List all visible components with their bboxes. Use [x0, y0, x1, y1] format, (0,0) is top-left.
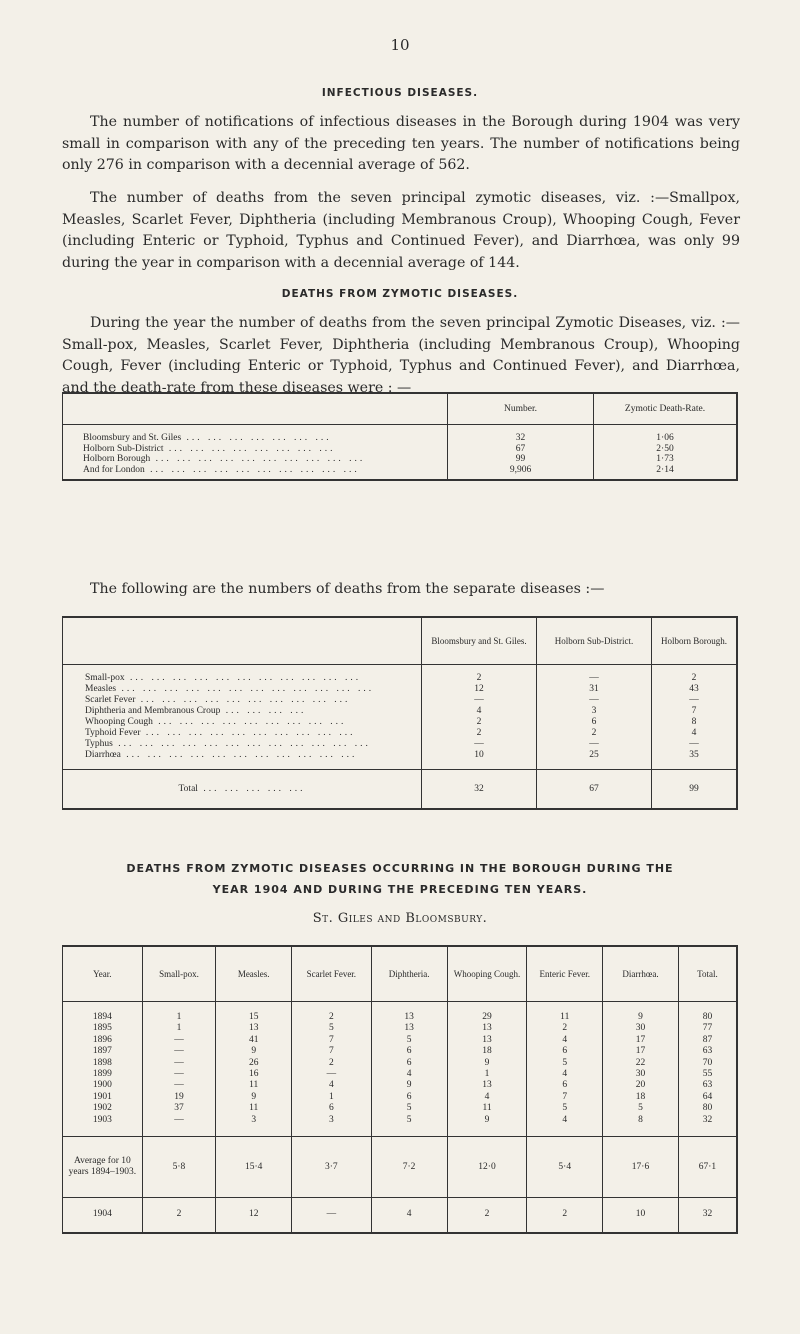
value-cell: 1 [292, 1092, 371, 1103]
table-row [63, 454, 738, 465]
value-cell: 3 [216, 1115, 292, 1137]
number-cell: 32 [448, 425, 594, 444]
holborn-sub-cell: 6 [537, 717, 652, 728]
holborn-borough-cell: 43 [689, 684, 699, 694]
value-cell: 10 [603, 1198, 679, 1234]
value-cell: 87 [702, 1034, 713, 1045]
year-cell: Average for 10 years 1894–1903. [63, 1137, 143, 1198]
table-row [63, 465, 738, 481]
disease-label-text: Small-pox [85, 673, 125, 683]
value-cell: 15 [216, 1002, 292, 1024]
disease-label-text: Whooping Cough [85, 717, 153, 727]
leader-dots: ... ... ... ... ... ... ... ... ... ... ... [124, 673, 362, 683]
leader-dots: ... ... ... ... ... ... ... ... ... ... [144, 464, 360, 475]
value-cell: 80 [702, 1103, 713, 1114]
value-cell: 6 [371, 1092, 447, 1103]
row-label [63, 444, 448, 455]
value-cell: 9 [216, 1092, 292, 1103]
total-label-text: Total [178, 783, 198, 794]
value-cell: 63 [702, 1046, 713, 1057]
table-row [63, 684, 738, 695]
leader-dots: ... ... ... ... ... ... ... ... ... ... ... ... [112, 739, 371, 749]
holborn-sub-cell: 25 [537, 750, 652, 770]
number-cell: 9,906 [448, 465, 594, 481]
total-holborn-borough: 99 [652, 770, 738, 810]
year-cell: 1898 [63, 1058, 143, 1069]
paragraph-death-rate [62, 313, 740, 399]
holborn-borough-cell: 8 [691, 717, 697, 727]
value-cell: 7 [292, 1035, 371, 1046]
year-cell: 1894 [63, 1002, 143, 1024]
year-cell: 1903 [63, 1115, 143, 1137]
rate-cell: 2·50 [656, 443, 674, 454]
value-cell: 5 [371, 1035, 447, 1046]
value-cell: 30 [603, 1023, 679, 1034]
leader-dots: ... ... ... ... ... ... ... ... ... ... ... ... [116, 684, 375, 694]
table-header-cell: Holborn Sub-District. [537, 617, 652, 665]
value-cell: 5 [603, 1103, 679, 1114]
disease-label [63, 695, 422, 706]
table-row [63, 665, 738, 685]
holborn-sub-cell: 2 [537, 728, 652, 739]
value-cell: 2 [527, 1023, 603, 1034]
paragraph-notifications-text: The number of notifications of infectious diseases in the Borough during 1904 was very small in comparison with any of the preceding ten years. The number of notifications being only 276 in comparison with a decennial average of 562. [62, 114, 740, 173]
table-row [63, 1058, 738, 1069]
disease-label-text: Typhoid Fever [85, 728, 141, 738]
value-cell: 1 [142, 1002, 216, 1024]
value-cell: 17·6 [603, 1137, 679, 1198]
value-cell: — [142, 1115, 216, 1137]
table-header-cell: Zymotic Death-Rate. [594, 393, 738, 425]
separate-diseases-table [62, 616, 738, 810]
current-year-row [63, 1198, 738, 1234]
value-cell: — [292, 1069, 371, 1080]
leader-dots: ... ... ... ... [220, 706, 307, 716]
value-cell: 12 [216, 1198, 292, 1234]
heading-infectious-diseases: INFECTIOUS DISEASES. [321, 87, 479, 99]
value-cell: 16 [216, 1069, 292, 1080]
holborn-borough-cell: 2 [691, 673, 697, 683]
holborn-borough-cell: 35 [689, 750, 699, 760]
value-cell: 29 [447, 1002, 527, 1024]
value-cell: 4 [371, 1069, 447, 1080]
value-cell: 67·1 [678, 1137, 737, 1198]
table-header-cell [63, 393, 448, 425]
bloomsbury-cell: 2 [422, 728, 537, 739]
table-header-cell: Whooping Cough. [447, 946, 527, 1002]
value-cell: 7·2 [371, 1137, 447, 1198]
value-cell: 5·4 [527, 1137, 603, 1198]
leader-dots: ... ... ... ... ... ... ... ... ... ... ... [120, 750, 358, 760]
value-cell: 5 [371, 1103, 447, 1114]
table-header-cell: Bloomsbury and St. Giles. [422, 617, 537, 665]
table-header-cell [63, 617, 422, 665]
value-cell: 41 [216, 1035, 292, 1046]
rate-cell: 2·14 [656, 464, 674, 475]
table-row [63, 706, 738, 717]
disease-label-text: Typhus [85, 739, 113, 749]
bloomsbury-cell: 12 [422, 684, 537, 695]
value-cell: 64 [702, 1091, 713, 1102]
year-cell: 1895 [63, 1023, 143, 1034]
row-label-text: Holborn Borough [83, 454, 151, 464]
paragraph-separate-diseases [62, 581, 604, 597]
value-cell: 11 [527, 1002, 603, 1024]
value-cell: 20 [603, 1080, 679, 1091]
value-cell: 5 [292, 1023, 371, 1034]
value-cell: 9 [371, 1080, 447, 1091]
value-cell: 12·0 [447, 1137, 527, 1198]
holborn-sub-cell: — [537, 695, 652, 706]
value-cell: 11 [216, 1080, 292, 1091]
value-cell: 19 [142, 1092, 216, 1103]
value-cell: 77 [702, 1023, 713, 1034]
value-cell: 8 [603, 1115, 679, 1137]
value-cell: 2 [447, 1198, 527, 1234]
value-cell: — [292, 1198, 371, 1234]
value-cell: 55 [702, 1069, 713, 1080]
value-cell: 63 [702, 1080, 713, 1091]
value-cell: — [142, 1058, 216, 1069]
table-row [63, 1115, 738, 1137]
value-cell: 5 [527, 1058, 603, 1069]
leader-dots: ... ... ... ... ... [197, 783, 306, 794]
value-cell: 17 [603, 1035, 679, 1046]
value-cell: 9 [447, 1058, 527, 1069]
table-row [63, 717, 738, 728]
value-cell: 2 [292, 1002, 371, 1024]
value-cell: 4 [292, 1080, 371, 1091]
value-cell: 6 [371, 1058, 447, 1069]
disease-label [63, 717, 422, 728]
death-rate-table [62, 392, 738, 481]
year-cell: 1904 [63, 1198, 143, 1234]
row-label-text: And for London [83, 464, 145, 475]
value-cell: 11 [216, 1103, 292, 1114]
leader-dots: ... ... ... ... ... ... ... [181, 433, 332, 443]
paragraph-notifications [62, 112, 740, 177]
table-row [63, 739, 738, 750]
value-cell: 3·7 [292, 1137, 371, 1198]
value-cell: 1 [142, 1023, 216, 1034]
table-header-cell: Year. [63, 946, 143, 1002]
value-cell: 13 [447, 1023, 527, 1034]
total-row [63, 770, 738, 810]
table-row [63, 425, 738, 444]
value-cell: 6 [527, 1080, 603, 1091]
holborn-borough-cell: 7 [691, 706, 697, 716]
table-row [63, 1080, 738, 1091]
table-row [63, 1035, 738, 1046]
table-header-row [63, 617, 738, 665]
row-label-text: Holborn Sub-District [83, 443, 164, 454]
value-cell: 4 [447, 1092, 527, 1103]
bloomsbury-cell: 2 [422, 665, 537, 685]
value-cell: 13 [371, 1002, 447, 1024]
table-header-cell: Small-pox. [142, 946, 216, 1002]
table-row [63, 1069, 738, 1080]
row-label-text: Bloomsbury and St. Giles [83, 433, 182, 443]
year-cell: 1897 [63, 1046, 143, 1057]
total-holborn-sub: 67 [537, 770, 652, 810]
bloomsbury-cell: 4 [422, 706, 537, 717]
paragraph-separate-diseases-text: The following are the numbers of deaths from the separate diseases :— [90, 581, 605, 597]
holborn-sub-cell: — [537, 665, 652, 685]
table-header-cell: Total. [678, 946, 737, 1002]
value-cell: — [142, 1046, 216, 1057]
leader-dots: ... ... ... ... ... ... ... ... ... ... [140, 728, 356, 738]
number-cell: 99 [448, 454, 594, 465]
leader-dots: ... ... ... ... ... ... ... ... ... [152, 717, 347, 727]
disease-label-text: Measles [85, 684, 117, 694]
value-cell: 9 [216, 1046, 292, 1057]
value-cell: 37 [142, 1103, 216, 1114]
table-header-cell: Scarlet Fever. [292, 946, 371, 1002]
heading-ten-years-line1: DEATHS FROM ZYMOTIC DISEASES OCCURRING IN THE BOROUGH DURING THE [126, 862, 674, 875]
value-cell: 17 [603, 1046, 679, 1057]
value-cell: 1 [447, 1069, 527, 1080]
disease-label [63, 684, 422, 695]
bloomsbury-cell: 10 [422, 750, 537, 770]
ten-year-table [62, 945, 738, 1234]
value-cell: 5·8 [142, 1137, 216, 1198]
value-cell: 4 [527, 1115, 603, 1137]
value-cell: 13 [447, 1035, 527, 1046]
holborn-borough-cell: 4 [691, 728, 697, 738]
table-row [63, 695, 738, 706]
value-cell: 7 [292, 1046, 371, 1057]
year-cell: 1899 [63, 1069, 143, 1080]
total-label [63, 770, 422, 810]
table-header-cell: Enteric Fever. [527, 946, 603, 1002]
table-header-row [63, 393, 738, 425]
value-cell: 2 [142, 1198, 216, 1234]
table-row [63, 1023, 738, 1034]
value-cell: 6 [292, 1103, 371, 1114]
value-cell: 26 [216, 1058, 292, 1069]
leader-dots: ... ... ... ... ... ... ... ... ... ... [135, 695, 351, 705]
value-cell: — [142, 1035, 216, 1046]
disease-label [63, 728, 422, 739]
table-header-cell: Number. [448, 393, 594, 425]
disease-label [63, 706, 422, 717]
value-cell: 4 [371, 1198, 447, 1234]
row-label [63, 425, 448, 444]
bloomsbury-cell: 2 [422, 717, 537, 728]
value-cell: 5 [527, 1103, 603, 1114]
page-number: 10 [390, 36, 410, 54]
value-cell: 32 [678, 1198, 737, 1234]
paragraph-zymotic-deaths-text: The number of deaths from the seven principal zymotic diseases, viz. :—Smallpox, Measles, Scarlet Fever, Diphtheria (including Membranous Croup), Whooping Cough, Fever (including Enteric or Typhoid, Typhus and Continued Fever), and Diarrhœa, was only 99 during the year in comparison with a decennial average of 144. [62, 190, 740, 271]
value-cell: 2 [292, 1058, 371, 1069]
holborn-sub-cell: — [537, 739, 652, 750]
value-cell: 70 [702, 1057, 713, 1068]
paragraph-zymotic-deaths [62, 188, 740, 274]
value-cell: 11 [447, 1103, 527, 1114]
table-row [63, 1092, 738, 1103]
value-cell: — [142, 1080, 216, 1091]
year-cell: 1902 [63, 1103, 143, 1114]
value-cell: — [142, 1069, 216, 1080]
total-bloomsbury: 32 [422, 770, 537, 810]
value-cell: 3 [292, 1115, 371, 1137]
value-cell: 6 [371, 1046, 447, 1057]
leader-dots: ... ... ... ... ... ... ... ... [163, 443, 336, 454]
table-row [63, 1002, 738, 1024]
value-cell: 32 [702, 1114, 713, 1125]
table-row [63, 444, 738, 455]
heading-ten-years-line2: YEAR 1904 AND DURING THE PRECEDING TEN YEARS. [212, 883, 588, 896]
value-cell: 13 [216, 1023, 292, 1034]
disease-label-text: Scarlet Fever [85, 695, 136, 705]
year-cell: 1901 [63, 1092, 143, 1103]
table-row [63, 1103, 738, 1114]
average-row [63, 1137, 738, 1198]
disease-label-text: Diphtheria and Membranous Croup [85, 706, 221, 716]
value-cell: 13 [447, 1080, 527, 1091]
bloomsbury-cell: — [422, 695, 537, 706]
heading-deaths-zymotic: DEATHS FROM ZYMOTIC DISEASES. [281, 288, 519, 300]
table-row [63, 750, 738, 770]
holborn-borough-cell: — [689, 695, 699, 705]
subheading-st-giles: St. Giles and Bloomsbury. [312, 911, 488, 926]
value-cell: 22 [603, 1058, 679, 1069]
disease-label-text: Diarrhœa [85, 750, 121, 760]
value-cell: 9 [447, 1115, 527, 1137]
table-row [63, 728, 738, 739]
rate-cell: 1·73 [656, 454, 674, 464]
row-label [63, 465, 448, 481]
value-cell: 4 [527, 1069, 603, 1080]
value-cell: 15·4 [216, 1137, 292, 1198]
table-header-row [63, 946, 738, 1002]
holborn-sub-cell: 3 [537, 706, 652, 717]
value-cell: 9 [603, 1002, 679, 1024]
holborn-borough-cell: — [689, 739, 699, 749]
value-cell: 6 [527, 1046, 603, 1057]
row-label [63, 454, 448, 465]
disease-label [63, 665, 422, 685]
holborn-sub-cell: 31 [537, 684, 652, 695]
rate-cell: 1·06 [656, 433, 674, 443]
value-cell: 5 [371, 1115, 447, 1137]
leader-dots: ... ... ... ... ... ... ... ... ... ... [150, 454, 366, 464]
table-header-cell: Diphtheria. [371, 946, 447, 1002]
number-cell: 67 [448, 444, 594, 455]
value-cell: 7 [527, 1092, 603, 1103]
value-cell: 80 [702, 1012, 713, 1022]
value-cell: 30 [603, 1069, 679, 1080]
paragraph-death-rate-text: During the year the number of deaths from the seven principal Zymotic Diseases, viz. :— Small-pox, Measles, Scarlet Fever, Diphtheria (including Membranous Croup), Whooping Cough, Fever (including Enteric or Typhoid, Typhus and Continued Fever), and Diarrhœa, and the death-rate from these diseases were : — [62, 315, 740, 396]
table-header-cell: Holborn Borough. [652, 617, 738, 665]
table-row [63, 1046, 738, 1057]
year-cell: 1896 [63, 1035, 143, 1046]
value-cell: 2 [527, 1198, 603, 1234]
disease-label [63, 739, 422, 750]
value-cell: 4 [527, 1035, 603, 1046]
value-cell: 18 [447, 1046, 527, 1057]
year-cell: 1900 [63, 1080, 143, 1091]
table-header-cell: Measles. [216, 946, 292, 1002]
bloomsbury-cell: — [422, 739, 537, 750]
disease-label [63, 750, 422, 770]
value-cell: 13 [371, 1023, 447, 1034]
value-cell: 18 [603, 1092, 679, 1103]
table-header-cell: Diarrhœa. [603, 946, 679, 1002]
